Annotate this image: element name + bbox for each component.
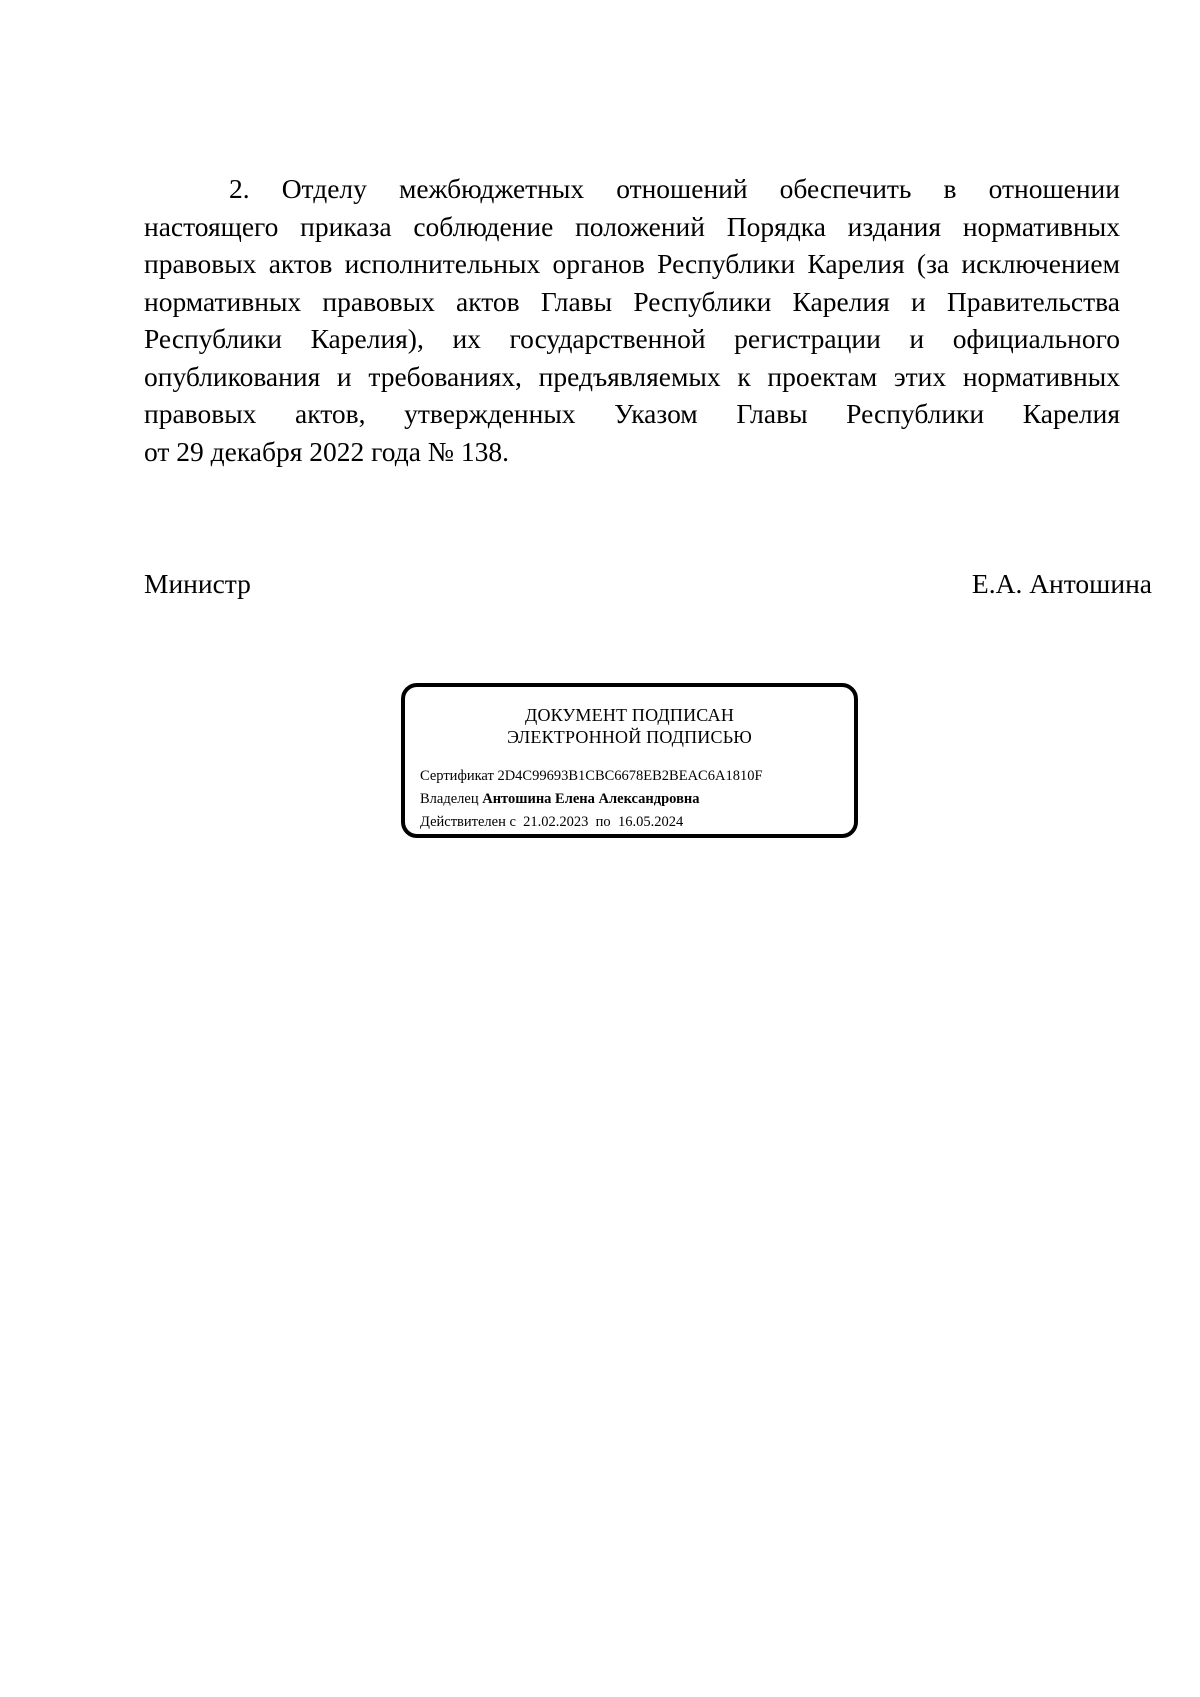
certificate-value: 2D4C99693B1CBC6678EB2BEAC6A1810F bbox=[497, 768, 763, 784]
owner-value: Антошина Елена Александровна bbox=[482, 791, 700, 807]
valid-to: 16.05.2024 bbox=[617, 814, 684, 830]
paragraph-line: правовых актов, утвержденных Указом Главы Республики Карелия bbox=[144, 398, 1120, 429]
paragraph-line: Республики Карелия), их государственной регистрации и официального bbox=[144, 323, 1120, 354]
stamp-header bbox=[405, 704, 854, 748]
paragraph-line: правовых актов исполнительных органов Республики Карелия (за исключением bbox=[144, 248, 1120, 279]
certificate-row bbox=[420, 765, 763, 788]
signatory-title: Министр bbox=[144, 568, 251, 599]
electronic-signature-stamp bbox=[401, 683, 858, 838]
stamp-header-line: ЭЛЕКТРОННОЙ ПОДПИСЬЮ bbox=[507, 727, 752, 747]
owner-row bbox=[420, 788, 763, 811]
paragraph-line: настоящего приказа соблюдение положений Порядка издания нормативных bbox=[144, 210, 1120, 242]
signatory-name: Е.А. Антошина bbox=[971, 568, 1152, 599]
valid-from: 21.02.2023 bbox=[523, 814, 589, 830]
stamp-header-line: ДОКУМЕНТ ПОДПИСАН bbox=[524, 705, 735, 725]
paragraph-line: 2. Отделу межбюджетных отношений обеспечить в отношении bbox=[229, 173, 1120, 204]
stamp-details bbox=[420, 765, 763, 834]
paragraph-line: нормативных правовых актов Главы Республики Карелия и Правительства bbox=[144, 285, 1120, 317]
validity-row bbox=[420, 811, 763, 834]
owner-label: Владелец bbox=[420, 791, 479, 807]
valid-to-label: по bbox=[595, 814, 611, 830]
body-paragraph bbox=[144, 170, 1120, 470]
certificate-label: Сертификат bbox=[420, 768, 494, 784]
paragraph-line: от 29 декабря 2022 года № 138. bbox=[144, 435, 510, 467]
paragraph-line: опубликования и требованиях, предъявляемых к проектам этих нормативных bbox=[144, 360, 1120, 392]
valid-label: Действителен с bbox=[420, 814, 516, 830]
